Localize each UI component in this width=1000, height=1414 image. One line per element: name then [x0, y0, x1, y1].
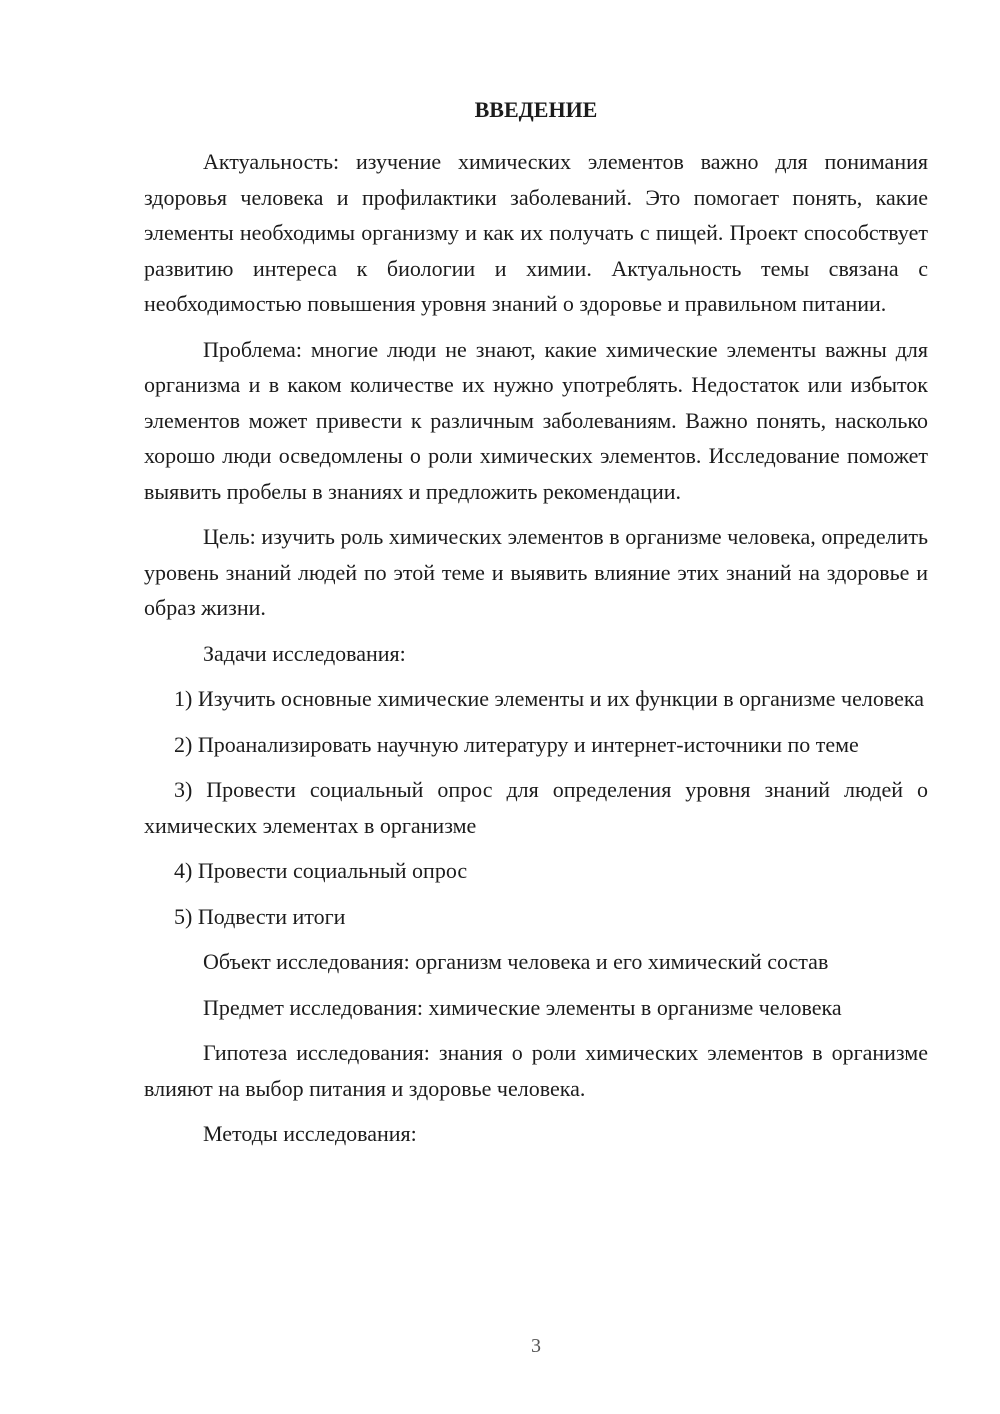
- hypothesis-paragraph: Гипотеза исследования: знания о роли химических элементов в организме влияют на выбор питания и здоровье человека.: [144, 1040, 928, 1101]
- task-item: 4) Провести социальный опрос: [174, 858, 468, 883]
- relevance-paragraph: Актуальность: изучение химических элементов важно для понимания здоровья человека и профилактики заболеваний. Это помогает понять, какие элементы необходимы организму и как их получать с пищей. Проект способствует развитию интереса к биологии и химии. Актуальность темы связана с необходимостью повышения уровня знаний о здоровье и правильном питании.: [144, 149, 928, 316]
- subject-paragraph: Предмет исследования: химические элементы в организме человека: [203, 994, 842, 1020]
- task-item: 3) Провести социальный опрос для определения уровня знаний людей о химических элементах в организме: [144, 777, 928, 838]
- task-item: 1) Изучить основные химические элементы и их функции в организме человека: [174, 686, 924, 711]
- document-body: [144, 144, 928, 1162]
- goal-paragraph: Цель: изучить роль химических элементов в организме человека, определить уровень знаний людей по этой теме и выявить влияние этих знаний на здоровье и образ жизни.: [144, 524, 928, 620]
- page-title: ВВЕДЕНИЕ: [474, 97, 598, 122]
- problem-paragraph: Проблема: многие люди не знают, какие химические элементы важны для организма и в каком количестве их нужно употреблять. Недостаток или избыток элементов может привести к различным заболеваниям. Важно понять, насколько хорошо люди осведомлены о роли химических элементов. Исследование поможет выявить пробелы в знаниях и предложить рекомендации.: [144, 336, 928, 504]
- task-item: 2) Проанализировать научную литературу и интернет-источники по теме: [174, 731, 859, 757]
- tasks-heading: Задачи исследования:: [203, 640, 406, 666]
- task-item: 5) Подвести итоги: [174, 903, 346, 929]
- methods-heading: Методы исследования:: [203, 1121, 417, 1146]
- page-number: 3: [531, 1335, 541, 1357]
- object-paragraph: Объект исследования: организм человека и его химический состав: [203, 949, 829, 974]
